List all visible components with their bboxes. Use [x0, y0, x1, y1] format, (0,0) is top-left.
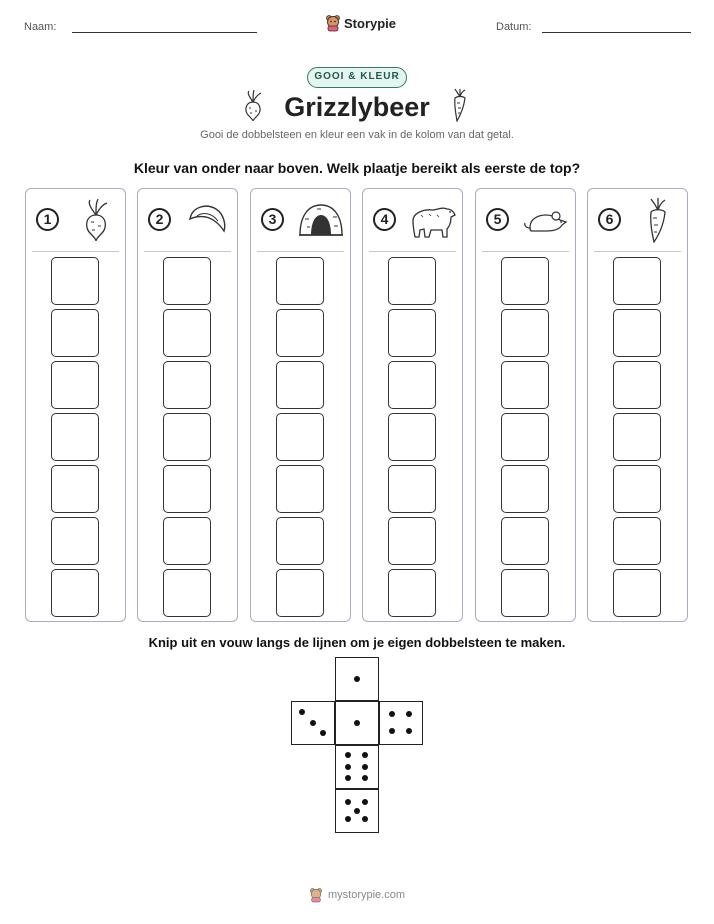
bear-icon [409, 197, 457, 243]
die-pip [389, 711, 395, 717]
die-face-1 [335, 657, 379, 701]
column-divider [257, 251, 344, 252]
logo-text: Storypie [344, 15, 397, 31]
cave-icon [297, 197, 345, 243]
die-pip [354, 676, 360, 682]
color-box[interactable] [163, 569, 211, 617]
name-label: Naam: [24, 21, 57, 33]
color-box[interactable] [276, 413, 324, 461]
column-number: 5 [486, 208, 509, 231]
die-pip [406, 711, 412, 717]
color-box[interactable] [613, 413, 661, 461]
column-number: 4 [373, 208, 396, 231]
die-pip [345, 764, 351, 770]
die-pip [362, 775, 368, 781]
color-box[interactable] [613, 569, 661, 617]
color-box[interactable] [276, 517, 324, 565]
column-header [26, 189, 125, 251]
column-3 [250, 188, 351, 622]
footer [0, 887, 714, 903]
page-subtitle: Gooi de dobbelsteen en kleur een vak in de kolom van dat getal. [200, 129, 514, 141]
date-label: Datum: [496, 21, 532, 33]
column-divider [482, 251, 569, 252]
color-box[interactable] [51, 413, 99, 461]
claw-icon [184, 197, 232, 243]
footer-url[interactable]: mystorypie.com [327, 889, 406, 901]
die-pip [406, 728, 412, 734]
color-box[interactable] [163, 465, 211, 513]
color-box[interactable] [501, 361, 549, 409]
color-box[interactable] [276, 465, 324, 513]
color-box[interactable] [388, 517, 436, 565]
bear-logo-icon [309, 887, 323, 903]
color-box[interactable] [51, 361, 99, 409]
color-box[interactable] [501, 309, 549, 357]
die-face-4 [379, 701, 423, 745]
storypie-logo [325, 12, 405, 34]
column-2 [137, 188, 238, 622]
color-box[interactable] [163, 517, 211, 565]
column-header [588, 189, 687, 251]
activity-badge: GOOI & KLEUR [307, 67, 407, 88]
die-face-1 [335, 701, 379, 745]
column-divider [32, 251, 119, 252]
column-header [476, 189, 575, 251]
color-box[interactable] [501, 517, 549, 565]
die-pip [345, 752, 351, 758]
color-box[interactable] [388, 361, 436, 409]
column-number: 3 [261, 208, 284, 231]
column-6 [587, 188, 688, 622]
date-line[interactable] [542, 32, 691, 33]
die-pip [345, 816, 351, 822]
die-pip [354, 808, 360, 814]
color-box[interactable] [501, 465, 549, 513]
color-box[interactable] [51, 517, 99, 565]
die-pip [362, 752, 368, 758]
color-box[interactable] [613, 361, 661, 409]
die-pip [354, 720, 360, 726]
page-title: Grizzlybeer [284, 92, 430, 122]
column-divider [369, 251, 456, 252]
color-box[interactable] [51, 465, 99, 513]
name-line[interactable] [72, 32, 257, 33]
color-box[interactable] [388, 309, 436, 357]
die-pip [320, 730, 326, 736]
color-box[interactable] [613, 517, 661, 565]
color-box[interactable] [388, 569, 436, 617]
color-box[interactable] [276, 361, 324, 409]
column-5 [475, 188, 576, 622]
color-box[interactable] [388, 257, 436, 305]
color-box[interactable] [51, 257, 99, 305]
carrot-icon [448, 88, 472, 122]
column-header [363, 189, 462, 251]
die-face-3 [291, 701, 335, 745]
die-pip [362, 799, 368, 805]
column-number: 6 [598, 208, 621, 231]
color-box[interactable] [276, 569, 324, 617]
color-box[interactable] [501, 413, 549, 461]
color-box[interactable] [163, 413, 211, 461]
die-pip [310, 720, 316, 726]
color-box[interactable] [613, 257, 661, 305]
color-box[interactable] [501, 257, 549, 305]
column-1 [25, 188, 126, 622]
carrot-icon [634, 197, 682, 243]
color-box[interactable] [276, 309, 324, 357]
beet-icon [72, 197, 120, 243]
die-pip [362, 764, 368, 770]
bear-logo-icon [325, 14, 341, 32]
die-face-5 [335, 789, 379, 833]
color-box[interactable] [163, 361, 211, 409]
color-box[interactable] [501, 569, 549, 617]
die-pip [345, 799, 351, 805]
color-box[interactable] [163, 257, 211, 305]
die-face-6 [335, 745, 379, 789]
die-pip [299, 709, 305, 715]
color-box[interactable] [388, 413, 436, 461]
column-number: 2 [148, 208, 171, 231]
column-divider [594, 251, 681, 252]
color-box[interactable] [276, 257, 324, 305]
mouse-icon [522, 197, 570, 243]
column-number: 1 [36, 208, 59, 231]
instruction-text: Kleur van onder naar boven. Welk plaatje bereikt als eerste de top? [133, 160, 581, 176]
die-pip [362, 816, 368, 822]
die-pip [389, 728, 395, 734]
column-header [251, 189, 350, 251]
color-box[interactable] [163, 309, 211, 357]
color-box[interactable] [388, 465, 436, 513]
die-pip [345, 775, 351, 781]
color-box[interactable] [613, 465, 661, 513]
column-divider [144, 251, 231, 252]
cut-instruction-text: Knip uit en vouw langs de lijnen om je eigen dobbelsteen te maken. [148, 635, 566, 650]
color-box[interactable] [613, 309, 661, 357]
column-4 [362, 188, 463, 622]
color-box[interactable] [51, 569, 99, 617]
column-header [138, 189, 237, 251]
color-box[interactable] [51, 309, 99, 357]
